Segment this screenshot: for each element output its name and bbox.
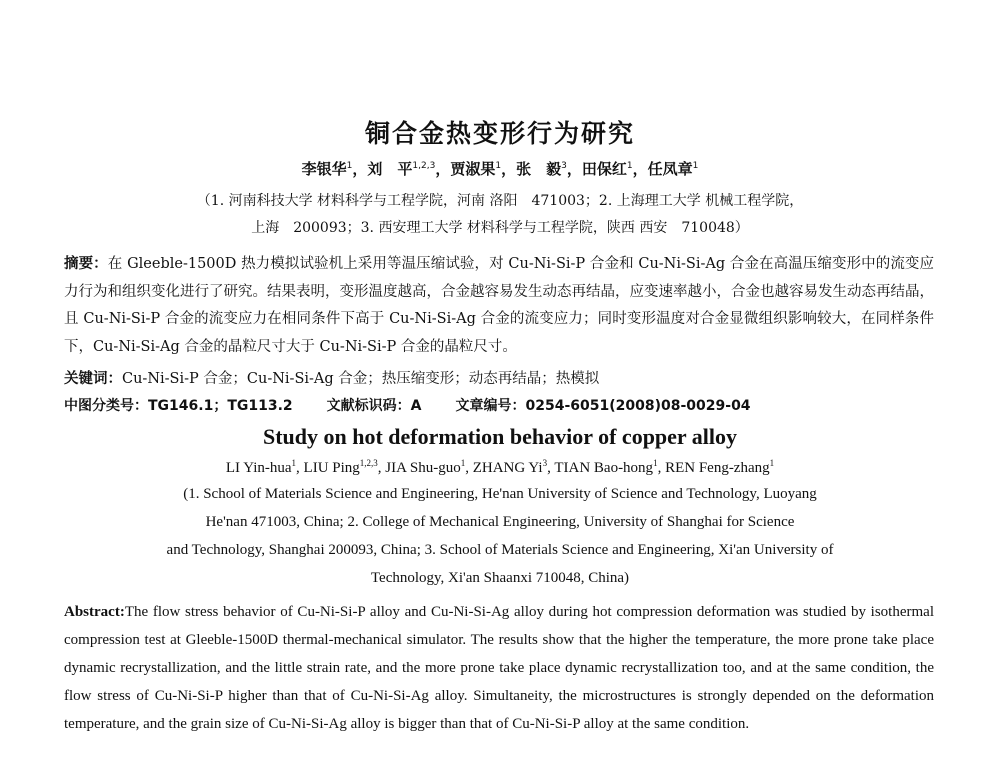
cn-author: 张 毅$^3$: [516, 160, 567, 178]
en-author: LI Yin-hua$^1$: [225, 458, 297, 476]
cn-author: 刘 平$^{1,2,3}$: [367, 160, 436, 178]
doc-code-value: A: [410, 398, 422, 414]
en-author: ZHANG Yi$^3$: [472, 458, 548, 476]
clc-value: TG146.1；TG113.2: [148, 398, 293, 414]
en-author: TIAN Bao-hong$^1$: [554, 458, 658, 476]
clc-label: 中图分类号：: [64, 398, 148, 414]
article-no-value: 0254-6051(2008)08-0029-04: [525, 398, 751, 414]
cn-abstract-text: 在 Gleeble-1500D 热力模拟试验机上采用等温压缩试验，对 Cu-Ni-Si-P 合金和 Cu-Ni-Si-Ag 合金在高温压缩变形中的流变应力行为和组织变化进行了研究。结果表明，变形温度越高，合金越容易发生动态再结晶，应变速率越小，合金也越容易发生动态再结晶，且 Cu-Ni-Si-P 合金的流变应力在相同条件下高于 Cu-Ni-Si-Ag 合金的流变应力；同时变形温度对合金显微组织影响较大，在同样条件下，Cu-Ni-Si-Ag 合金的晶粒尺寸大于 Cu-Ni-Si-P 合金的晶粒尺寸。: [64, 256, 935, 355]
cn-author: 田保红$^1$: [581, 160, 633, 178]
cn-author: 李银华$^1$: [301, 160, 353, 178]
en-abstract: [64, 598, 934, 738]
cn-author: 贾淑果$^1$: [450, 160, 502, 178]
en-affiliation-line: He'nan 471003, China; 2. College of Mechanical Engineering, University of Shanghai for Science: [205, 514, 795, 530]
en-affiliation-line: Technology, Xi'an Shaanxi 710048, China): [370, 570, 630, 586]
cn-keywords-label: 关键词：: [64, 371, 122, 387]
en-title: Study on hot deformation behavior of copper alloy: [262, 424, 738, 449]
article-no-label: 文章编号：: [455, 398, 526, 414]
cn-abstract-label: 摘要：: [64, 256, 108, 272]
cn-affiliation-line: 上海 200093；3. 西安理工大学 材料科学与工程学院，陕西 西安 710048）: [251, 220, 749, 236]
cn-keywords-text: Cu-Ni-Si-P 合金；Cu-Ni-Si-Ag 合金；热压缩变形；动态再结晶；热模拟: [122, 371, 600, 387]
en-abstract-label: Abstract:: [64, 604, 125, 620]
en-author-list: LI Yin-hua$^1$, LIU Ping$^{1,2,3}$, JIA Shu-guo$^1$, ZHANG Yi$^3$, TIAN Bao-hong$^1$, REN Feng-zhang$^1$: [225, 458, 775, 476]
cn-affiliation-line: （1. 河南科技大学 材料科学与工程学院，河南 洛阳 471003；2. 上海理工大学 机械工程学院，: [196, 193, 804, 209]
cn-author: 任凤章$^1$: [647, 160, 699, 178]
en-abstract-text: The flow stress behavior of Cu-Ni-Si-P alloy and Cu-Ni-Si-Ag alloy during hot compression deformation was studied by isothermal compression test at Gleeble-1500D thermal-mechanical simulator. The results show that the higher the temperature, the more prone take place dynamic recrystallization, and the little strain rate, and the more prone take place dynamic recrystallization too, and at the same condition, the flow stress of Cu-Ni-Si-P higher than that of Cu-Ni-Si-Ag alloy. Simultaneity, the microstructures is strongly depended on the deformation temperature, and the grain size of Cu-Ni-Si-Ag alloy is bigger than that of Cu-Ni-Si-P alloy at the same condition.: [64, 604, 934, 732]
en-author: JIA Shu-guo$^1$: [385, 458, 466, 476]
en-affiliation-line: and Technology, Shanghai 200093, China; 3. School of Materials Science and Engineering, Xi'an University of: [166, 542, 834, 558]
cn-abstract: [64, 251, 934, 361]
en-author: REN Feng-zhang$^1$: [665, 458, 775, 476]
doc-code-label: 文献标识码：: [326, 398, 411, 414]
cn-author-list: 李银华$^1$，刘 平$^{1,2,3}$，贾淑果$^1$，张 毅$^3$，田保红$^1$，任凤章$^1$: [301, 160, 699, 178]
en-author: LIU Ping$^{1,2,3}$: [303, 458, 378, 476]
cn-keywords: [64, 367, 934, 388]
cn-classification-line: [64, 395, 934, 415]
cn-title: 铜合金热变形行为研究: [364, 119, 635, 148]
en-affiliation-line: (1. School of Materials Science and Engineering, He'nan University of Science and Technology, Luoyang: [183, 486, 817, 502]
